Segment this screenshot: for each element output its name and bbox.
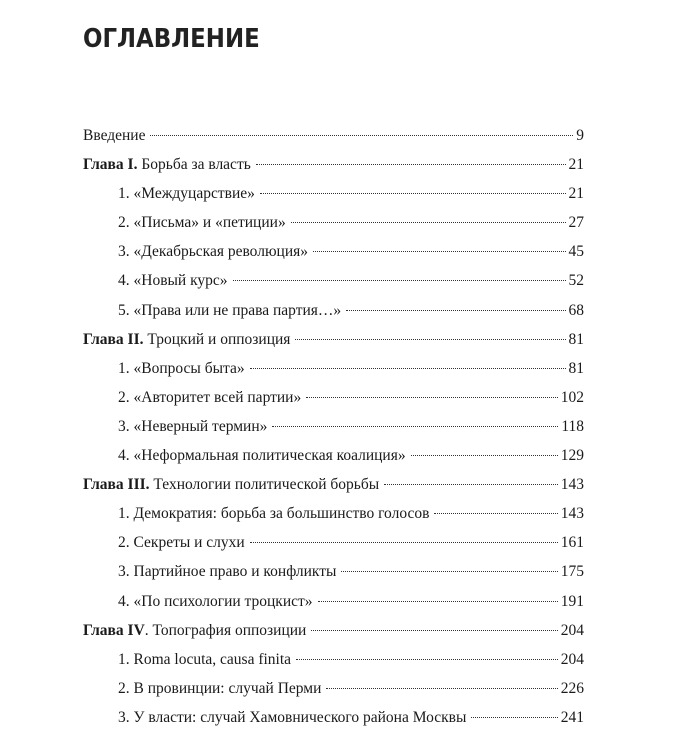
toc-entry-title (118, 412, 267, 441)
dot-leader (296, 659, 558, 660)
dot-leader (311, 630, 557, 631)
toc-entry-line (118, 674, 584, 703)
toc-entry-text: 4. «Новый курс» (118, 272, 228, 290)
page-number: 191 (560, 592, 584, 610)
toc-entry-line (118, 703, 584, 732)
page-number: 68 (568, 301, 584, 319)
toc-entry-title (118, 528, 245, 557)
toc-entry-title (118, 557, 336, 586)
toc-entry-title (118, 266, 228, 295)
toc-chapter-entry (0, 121, 676, 150)
page-number: 102 (560, 388, 584, 406)
dot-leader (318, 601, 558, 602)
chapter-label: Глава II. (83, 330, 144, 348)
toc-chapter-entry (0, 470, 676, 499)
toc-section-entry (0, 499, 676, 528)
toc-section-entry (0, 703, 676, 732)
toc-entry-line (118, 383, 584, 412)
toc-entry-line (83, 325, 584, 354)
toc-entry-text: 1. «Вопросы быта» (118, 359, 245, 377)
toc-section-entry (0, 412, 676, 441)
toc-entry-line (83, 121, 584, 150)
dot-leader (233, 280, 566, 281)
toc-entry-text: . Топография оппозиции (144, 621, 307, 639)
page-number: 204 (560, 650, 584, 668)
toc-entry-text: 2. «Письма» и «петиции» (118, 214, 286, 232)
toc-entry-text: 4. «Неформальная политическая коалиция» (118, 447, 406, 465)
toc-entry-line (118, 557, 584, 586)
page-number: 118 (561, 417, 584, 435)
page-number: 21 (568, 156, 584, 174)
dot-leader (150, 135, 573, 136)
chapter-label: Глава III. (83, 476, 150, 494)
dot-leader (341, 571, 557, 572)
toc-entry-title (83, 616, 306, 645)
dot-leader (306, 397, 558, 398)
toc-entry-text: 2. «Авторитет всей партии» (118, 388, 302, 406)
toc-entry-text: Троцкий и оппозиция (143, 330, 291, 348)
toc-section-entry (0, 296, 676, 325)
page-number: 81 (568, 359, 584, 377)
page-number: 204 (560, 621, 584, 639)
toc-entry-text: 1. Roma locuta, causa finita (118, 650, 292, 668)
toc-section-entry (0, 587, 676, 616)
toc-entry-title (118, 645, 291, 674)
toc-entry-line (118, 645, 584, 674)
toc-section-entry (0, 441, 676, 470)
page-number: 52 (568, 272, 584, 290)
toc-entry-line (83, 616, 584, 645)
dot-leader (295, 339, 565, 340)
dot-leader (260, 193, 566, 194)
toc-section-entry (0, 674, 676, 703)
toc-chapter-entry (0, 325, 676, 354)
toc-entry-text: 3. У власти: случай Хамовнического района Москвы (118, 708, 467, 726)
toc-entry-line (118, 354, 584, 383)
toc-entry-title (118, 587, 313, 616)
toc-section-entry (0, 354, 676, 383)
dot-leader (250, 542, 558, 543)
toc-entry-title (118, 383, 301, 412)
dot-leader (250, 368, 566, 369)
page-number: 143 (560, 505, 584, 523)
toc-entry-title (83, 470, 379, 499)
toc-entry-line (118, 179, 584, 208)
page-number: 241 (560, 708, 584, 726)
toc-entry-title (118, 296, 341, 325)
chapter-label: Глава I. (83, 156, 138, 174)
page-number: 9 (576, 127, 584, 144)
toc-section-entry (0, 383, 676, 412)
toc-entry-line (118, 499, 584, 528)
toc-section-entry (0, 266, 676, 295)
toc-section-entry (0, 208, 676, 237)
dot-leader (471, 717, 557, 718)
toc-entry-line (118, 266, 584, 295)
toc-entry-text: 1. Демократия: борьба за большинство голосов (118, 505, 430, 523)
table-of-contents (0, 121, 676, 732)
page-number: 27 (568, 214, 584, 232)
dot-leader (346, 310, 565, 311)
toc-section-entry (0, 528, 676, 557)
toc-entry-line (118, 587, 584, 616)
toc-entry-title (83, 121, 145, 150)
toc-entry-line (118, 412, 584, 441)
dot-leader (313, 251, 565, 252)
toc-entry-line (118, 208, 584, 237)
toc-section-entry (0, 237, 676, 266)
toc-entry-text: Борьба за власть (137, 156, 251, 174)
page-number: 161 (560, 534, 584, 552)
dot-leader (411, 455, 558, 456)
toc-entry-title (118, 441, 406, 470)
page-number: 143 (560, 476, 584, 494)
toc-entry-text: 3. Партийное право и конфликты (118, 563, 337, 581)
page-title: ОГЛАВЛЕНИЕ (83, 24, 260, 54)
toc-entry-title (118, 237, 308, 266)
toc-entry-title (83, 150, 251, 179)
toc-section-entry (0, 557, 676, 586)
toc-entry-text: 4. «По психологии троцкист» (118, 592, 313, 610)
toc-entry-title (118, 179, 255, 208)
toc-entry-title (118, 208, 286, 237)
toc-section-entry (0, 645, 676, 674)
toc-entry-title (118, 354, 245, 383)
page-number: 175 (560, 563, 584, 581)
page-number: 129 (560, 447, 584, 465)
toc-entry-text: 5. «Права или не права партия…» (118, 301, 342, 319)
toc-chapter-entry (0, 150, 676, 179)
toc-entry-line (83, 150, 584, 179)
toc-entry-text: 2. Секреты и слухи (118, 534, 245, 552)
page-number: 81 (568, 330, 584, 348)
dot-leader (272, 426, 558, 427)
toc-entry-title (118, 499, 429, 528)
dot-leader (434, 513, 557, 514)
toc-entry-title (118, 703, 466, 732)
toc-entry-text: 3. «Неверный термин» (118, 417, 268, 435)
toc-entry-line (83, 470, 584, 499)
toc-entry-line (118, 441, 584, 470)
toc-entry-line (118, 237, 584, 266)
dot-leader (326, 688, 557, 689)
toc-entry-title (83, 325, 290, 354)
toc-chapter-entry (0, 616, 676, 645)
chapter-label: Глава IV (83, 621, 145, 639)
dot-leader (291, 222, 566, 223)
toc-entry-text: 1. «Междуцарствие» (118, 185, 255, 203)
dot-leader (384, 484, 558, 485)
page-number: 226 (560, 679, 584, 697)
toc-entry-title (118, 674, 321, 703)
toc-entry-text: 3. «Декабрьская революция» (118, 243, 309, 261)
page-number: 45 (568, 243, 584, 261)
toc-entry-text: Технологии политической борьбы (149, 476, 380, 494)
page-number: 21 (568, 185, 584, 203)
toc-entry-line (118, 528, 584, 557)
toc-entry-text: Введение (83, 127, 146, 144)
toc-section-entry (0, 179, 676, 208)
toc-entry-text: 2. В провинции: случай Перми (118, 679, 322, 697)
toc-entry-line (118, 296, 584, 325)
dot-leader (256, 164, 566, 165)
